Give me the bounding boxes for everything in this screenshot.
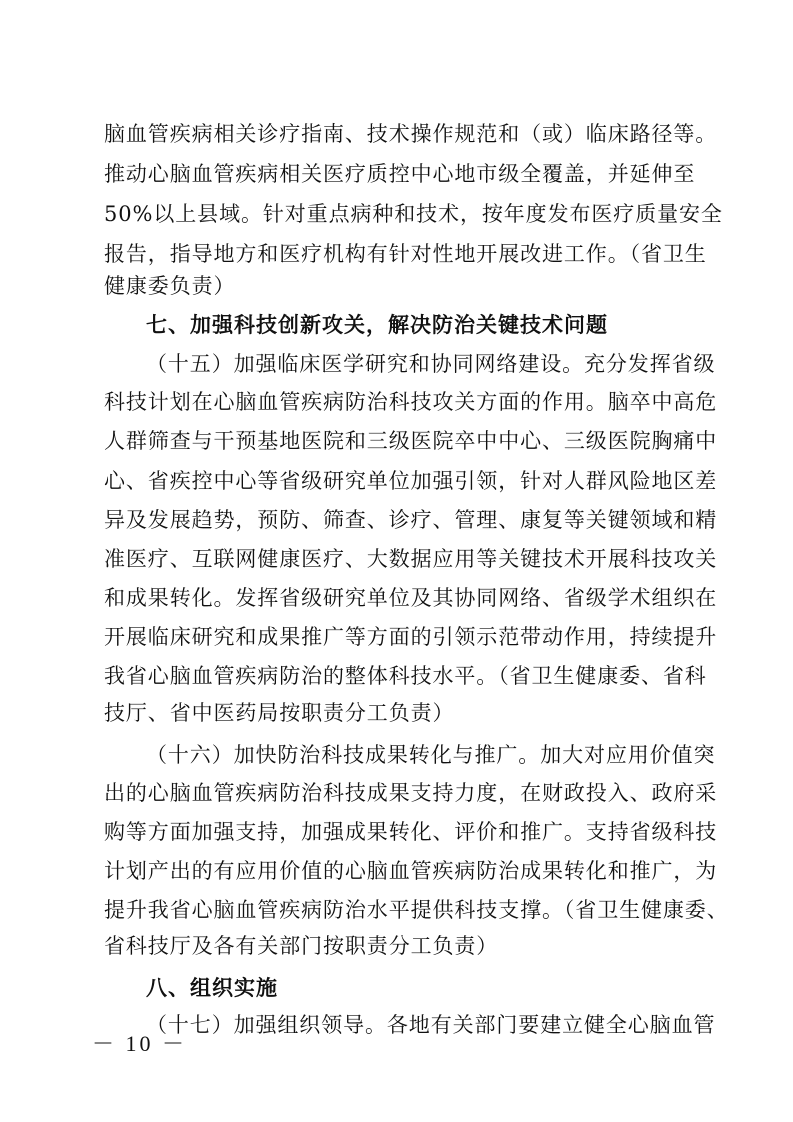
paragraph-line: 开展临床研究和成果推广等方面的引领示范带动作用，持续提升 [104, 625, 718, 649]
paragraph-line: 异及发展趋势，预防、筛查、诊疗、管理、康复等关键领域和精 [104, 508, 718, 532]
paragraph-line: 报告，指导地方和医疗机构有针对性地开展改进工作。（省卫生 [104, 242, 707, 266]
paragraph-line: 心、省疾控中心等省级研究单位加强引领，针对人群风险地区差 [104, 469, 718, 493]
paragraph-line: 计划产出的有应用价值的心脑血管疾病防治成果转化和推广，为 [104, 859, 718, 883]
paragraph-line: 购等方面加强支持，加强成果转化、评价和推广。支持省级科技 [104, 820, 718, 844]
paragraph-line: 科技计划在心脑血管疾病防治科技攻关方面的作用。脑卒中高危 [104, 390, 718, 414]
paragraph-line: 健康委负责） [104, 274, 236, 298]
paragraph-line: （十六）加快防治科技成果转化与推广。加大对应用价值突 [146, 743, 716, 767]
paragraph-line: 脑血管疾病相关诊疗指南、技术操作规范和（或）临床路径等。 [104, 122, 718, 146]
paragraph-line: 技厅、省中医药局按职责分工负责） [104, 701, 455, 725]
paragraph-line: 人群筛查与干预基地医院和三级医院卒中中心、三级医院胸痛中 [104, 429, 718, 453]
paragraph-line: 50%以上县域。针对重点病种和技术，按年度发布医疗质量安全 [104, 202, 723, 226]
paragraph-line: （十七）加强组织领导。各地有关部门要建立健全心脑血管 [146, 1013, 716, 1037]
paragraph-line: 出的心脑血管疾病防治科技成果支持力度，在财政投入、政府采 [104, 781, 718, 805]
paragraph-line: 省科技厅及各有关部门按职责分工负责） [104, 934, 499, 958]
page-number: － 10 － [92, 1031, 188, 1056]
paragraph-line: 推动心脑血管疾病相关医疗质控中心地市级全覆盖，并延伸至 [104, 162, 696, 186]
paragraph-line: 我省心脑血管疾病防治的整体科技水平。（省卫生健康委、省科 [104, 664, 707, 688]
paragraph-line: 提升我省心脑血管疾病防治水平提供科技支撑。（省卫生健康委、 [104, 898, 729, 922]
paragraph-line: 和成果转化。发挥省级研究单位及其协同网络、省级学术组织在 [104, 586, 718, 610]
section-heading-7: 七、加强科技创新攻关，解决防治关键技术问题 [146, 313, 608, 337]
paragraph-line: 准医疗、互联网健康医疗、大数据应用等关键技术开展科技攻关 [104, 547, 718, 571]
section-heading-8: 八、组织实施 [146, 976, 278, 1000]
paragraph-line: （十五）加强临床医学研究和协同网络建设。充分发挥省级 [146, 352, 716, 376]
